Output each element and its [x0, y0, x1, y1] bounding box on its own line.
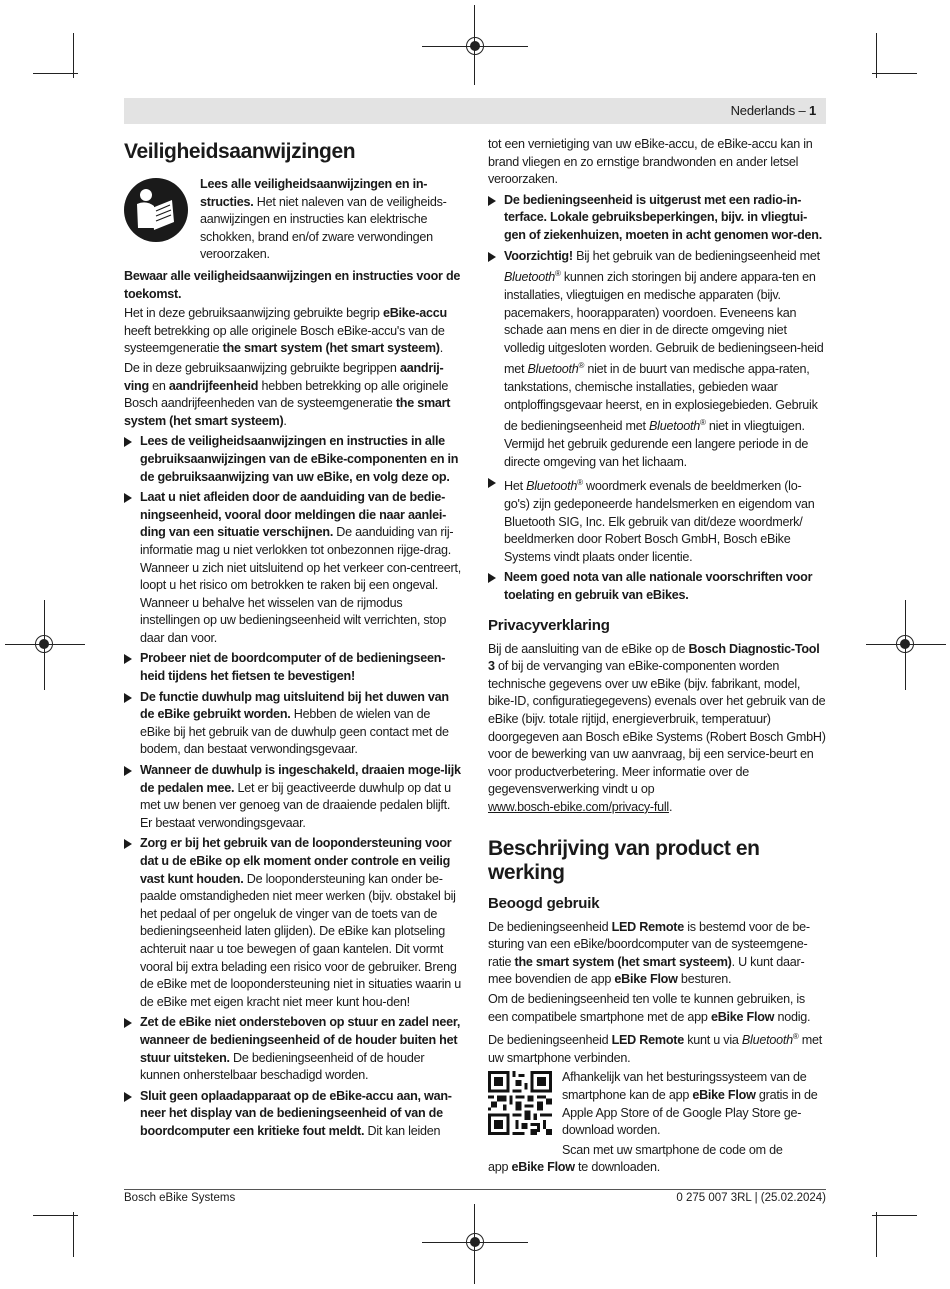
use-paragraph-2 [488, 991, 826, 1026]
safety-intro [124, 176, 462, 266]
safety-bullet [488, 474, 826, 566]
text-span: . [439, 341, 443, 356]
safety-bullet [124, 1088, 462, 1141]
term-diagnostic-tool: Bosch Diagnostic-Tool 3 [488, 641, 820, 674]
bullet-bold: Sluit geen oplaadapparaat op de eBike-accu aan, wan-neer het display van de bedieningseenheid of van de boordcomputer een kritieke fout meldt. [140, 1088, 452, 1138]
term-led-remote: LED Remote [611, 919, 684, 934]
text-span: kunt u via [683, 1033, 742, 1048]
registered-mark: ® [554, 269, 561, 279]
bullet-text: De bedieningseenheid of de houder kunnen onherstelbaar beschadigd worden. [140, 1050, 425, 1083]
safety-bullet [124, 489, 462, 647]
registration-mark-right [896, 635, 914, 653]
footer-company: Bosch eBike Systems [124, 1192, 236, 1204]
text-span: De bedieningseenheid [488, 919, 612, 934]
continued-text: tot een vernietiging van uw eBike-accu, de eBike-accu kan in brand vliegen en zo ernstige brandwonden en ander letsel veroorzaken. [488, 137, 813, 187]
bullet-bold: Voorzichtig! [504, 248, 573, 263]
bluetooth-term: Bluetooth [741, 1033, 793, 1048]
bullet-triangle-icon [124, 493, 132, 503]
intended-use-title: Beoogd gebruik [488, 894, 600, 912]
bluetooth-term: Bluetooth [526, 479, 578, 494]
term-ebike-flow: eBike Flow [511, 1160, 575, 1175]
term-smart-system: the smart system (het smart systeem) [222, 341, 440, 356]
product-title: Beschrijving van product en werking [488, 836, 760, 884]
registration-mark-bottom [466, 1233, 484, 1251]
term-ebike-flow: eBike Flow [692, 1088, 756, 1103]
term-led-remote: LED Remote [611, 1033, 684, 1048]
bullet-triangle-icon [488, 252, 496, 262]
privacy-paragraph [488, 641, 826, 817]
bullet-text: kunnen zich storingen bij andere appara-ten en installaties, vliegtuigen en medische apparaten (bijv. pacemakers, hoorapparaten) voordoen. Eveneens kan schade aan mens en dier in de directe omgeving niet volledig uitgesloten worden. Gebruik de bedieningseen-heid met [504, 270, 824, 377]
text-span: . [283, 413, 287, 428]
text-span: Bij de aansluiting van de eBike op de [488, 641, 689, 656]
text-span: app [488, 1160, 512, 1175]
text-span: en [148, 378, 169, 393]
header-text [731, 103, 816, 118]
text-span: besturen. [677, 972, 732, 987]
registration-mark-left [35, 635, 53, 653]
text-span: . [668, 799, 673, 814]
paragraph-battery [124, 305, 462, 358]
text-span: Om de bedieningseenheid ten volle te kunnen gebruiken, is een compatibele smartphone met de app [488, 991, 805, 1024]
text-span: De bedieningseenheid [488, 1033, 612, 1048]
bullet-text: Hebben de wielen van de eBike bij het gebruik van de duwhulp geen contact met de bodem, dan bestaat verwondingsgevaar. [140, 707, 449, 757]
registration-mark-top [466, 37, 484, 55]
bullet-text: Dit kan leiden [364, 1123, 441, 1138]
text-span: Afhankelijk van het besturingssysteem van de smartphone kan de app [562, 1070, 807, 1103]
bullet-triangle-icon [124, 1018, 132, 1028]
qr-code-icon[interactable] [488, 1071, 552, 1135]
intro-bold: Lees alle veiligheidsaanwijzingen en in-structies. [200, 177, 428, 209]
bullet-triangle-icon [124, 654, 132, 664]
text-span: Het in deze gebruiksaanwijzing gebruikte begrip [124, 306, 383, 321]
bullet-text: Let er bij geactiveerde duwhulp op dat u met uw benen ver genoeg van de draaiende pedalen blijft. Er bestaat verwondingsgevaar. [140, 780, 451, 830]
bullet-triangle-icon [124, 1092, 132, 1102]
bullet-triangle-icon [488, 478, 496, 488]
bullet-triangle-icon [124, 839, 132, 849]
text-span: nodig. [774, 1009, 811, 1024]
footer-doc-number: 0 275 007 3RL | (25.02.2024) [676, 1192, 826, 1204]
bullet-text: De aanduiding van rij-informatie mag u niet verlokken tot onbezonnen rijge-drag. Wanneer u zich niet uitsluitend op het verkeer con-centreert, loopt u het risico om betrokken te raken bij een ongeval. Wanneer u behalve het wisselen van de rijmodus instellingen op uw bedieningseenheid wilt verrichten, stop daar dan voor. [140, 525, 461, 645]
use-paragraph-3 [488, 1028, 826, 1067]
text-span: te downloaden. [574, 1160, 660, 1175]
safety-bullet [124, 433, 462, 486]
left-column [124, 138, 462, 1144]
text-span: . U kunt daar-mee bovendien de app [488, 954, 805, 987]
term-aandrijfeenheid: aandrijfeenheid [168, 378, 259, 393]
bullet-bold: De bedieningseenheid is uitgerust met een radio-in-terface. Lokale gebruiksbeperkingen, bijv. in vliegtui-gen of ziekenhuizen, moeten in acht genomen wor-den. [504, 192, 822, 242]
right-column [488, 136, 826, 1179]
text-span: gratis in de Apple App Store of de Google Play Store ge-download worden. [562, 1088, 818, 1138]
crop-mark [33, 73, 78, 74]
crop-mark [872, 73, 917, 74]
keep-instructions: Bewaar alle veiligheidsaanwijzingen en instructies voor de toekomst. [124, 269, 461, 301]
header-separator: – [795, 103, 809, 118]
scan-paragraph [488, 1159, 826, 1177]
crop-mark [876, 1212, 877, 1257]
crop-mark [876, 33, 877, 78]
bullet-triangle-icon [124, 437, 132, 447]
bullet-triangle-icon [124, 693, 132, 703]
bullet-bold: Zorg er bij het gebruik van de loopondersteuning voor dat u de eBike op elk moment onder controle en veilig vast kunt houden. [140, 836, 452, 886]
bluetooth-term: Bluetooth [527, 362, 579, 377]
term-ebike-flow: eBike Flow [710, 1009, 775, 1024]
bullet-bold: Probeer niet de boordcomputer of de bedieningseen-heid tijdens het fietsen te bevestigen! [140, 651, 446, 684]
bullet-text: niet in vliegtuigen. Vermijd het gebruik gedurende een langere periode in de directe omgeving van het lichaam. [504, 419, 809, 469]
safety-bullet [124, 1014, 462, 1084]
bullet-text: De loopondersteuning kan onder be-paalde omstandigheden niet meer werken (bijv. obstakel bij het pedaal of per ongeluk de vinger van de toets van de bedieningseenheid laten glijden). De eBike kan plotseling achteruit naar u toe bewegen of gaan kantelen. Dit vormt vooral bij extra belading een risico voor de gebruiker. Breng de eBike met de loopondersteuning niet in situaties waarin u de eBike met eigen kracht niet meer kunt hou-den! [140, 871, 462, 1009]
text-span: of bij de vervanging van eBike-componenten worden technische gegevens over uw eBike (bijv. fabrikant, model, bike-ID, configuratiegegevens) evenals over het gebruik van de eBike (bijv. totale rijtijd, energieverbruik, temperatuur) doorgegeven aan Bosch eBike Systems (Robert Bosch GmbH) voor de bewerking van uw aanvraag, bij een service-beurt en voor productverbetering. Meer informatie over de gegevensverwerking vindt u op [488, 659, 826, 797]
safety-title: Veiligheidsaanwijzingen [124, 140, 356, 163]
use-paragraph-1 [488, 919, 826, 989]
bluetooth-term: Bluetooth [504, 270, 555, 285]
privacy-title: Privacyverklaring [488, 616, 610, 634]
crop-mark [872, 1215, 917, 1216]
bullet-bold: Wanneer de duwhulp is ingeschakeld, draaien moge-lijk de pedalen mee. [140, 763, 461, 795]
intro-text: Het niet naleven van de veiligheids-aanwijzingen en instructies kan elektrische schokken, brand en/of zware verwondingen veroorzaken. [200, 194, 447, 262]
safety-bullet [488, 192, 826, 245]
scan-line: Scan met uw smartphone de code om de [562, 1142, 783, 1157]
bullet-text: woordmerk evenals de beeldmerken (lo-go's) zijn gedeponeerde handelsmerken en eigendom van Bluetooth SIG, Inc. Elk gebruik van dit/deze woordmerk/ beeldmerken door Robert Bosch GmbH, Bosch eBike Systems vindt plaats onder licentie. [504, 479, 815, 564]
crop-mark [33, 1215, 78, 1216]
term-smart-system: the smart system (het smart systeem) [514, 954, 732, 969]
registered-mark: ® [578, 361, 585, 371]
bullet-bold: Laat u niet afleiden door de aanduiding van de bedie-ningseenheid, vooral door meldingen die naar aanlei-ding van een situatie verschijnen. [140, 490, 447, 540]
bullet-bold: Neem goed nota van alle nationale voorschriften voor toelating en gebruik van eBikes. [504, 570, 813, 602]
header-language: Nederlands [730, 103, 796, 118]
read-manual-icon [124, 178, 188, 242]
page-header [124, 98, 826, 124]
registered-mark: ® [792, 1032, 799, 1042]
bullet-triangle-icon [124, 766, 132, 776]
page-number: 1 [808, 103, 816, 118]
footer-divider [124, 1189, 826, 1190]
bullet-bold: Zet de eBike niet ondersteboven op stuur en zadel neer, wanneer de bedieningseenheid of de houder buiten het stuur uitsteken. [140, 1015, 461, 1065]
bullet-text: Bij het gebruik van de bedieningseenheid met [572, 248, 820, 263]
bullet-text: niet in de buurt van medische appa-raten, tankstations, chemische installaties, gebieden waar ontploffingsgevaar heerst, en in explosiegebieden. Gebruik de bedieningseenheid met [504, 362, 818, 434]
safety-bullet [124, 762, 462, 832]
term-ebike-accu: eBike-accu [382, 306, 447, 321]
text-span: met uw smartphone verbinden. [488, 1033, 822, 1065]
bullet-triangle-icon [488, 573, 496, 583]
term-smart-system: the smart system (het smart systeem) [124, 396, 451, 428]
term-ebike-flow: eBike Flow [614, 972, 678, 987]
qr-paragraph [562, 1069, 826, 1139]
safety-bullet [124, 835, 462, 1011]
bluetooth-term: Bluetooth [649, 419, 700, 434]
bullet-text: Het [504, 479, 527, 494]
bullet-triangle-icon [488, 196, 496, 206]
text-span: hebben betrekking op alle originele Bosch aandrijfeenheden van de systeemgeneratie [124, 378, 449, 411]
bullet-bold: Lees de veiligheidsaanwijzingen en instructies in alle gebruiksaanwijzingen van de eBike-componenten en in de gebruiksaanwijzing van uw eBike, en volg deze op. [140, 434, 459, 484]
safety-bullet [488, 248, 826, 472]
registered-mark: ® [699, 418, 706, 428]
text-span: is bestemd voor de be-sturing van een eBike/boordcomputer van de systeemgene-ratie [488, 919, 810, 969]
text-span: De in deze gebruiksaanwijzing gebruikte begrippen [124, 360, 400, 375]
term-aandrijving: aandrij-ving [124, 360, 444, 393]
safety-bullet [124, 689, 462, 759]
crop-mark [73, 33, 74, 78]
registered-mark: ® [577, 478, 583, 488]
crop-mark [73, 1212, 74, 1257]
safety-bullet [488, 569, 826, 604]
safety-bullet [124, 650, 462, 685]
bullet-bold: De functie duwhulp mag uitsluitend bij het duwen van de eBike gebruikt worden. [140, 689, 449, 722]
paragraph-drive [124, 360, 462, 430]
privacy-link[interactable]: www.bosch-ebike.com/privacy-full [488, 799, 669, 814]
text-span: heeft betrekking op alle originele Bosch eBike-accu's van de systeemgeneratie [124, 323, 445, 356]
qr-section [488, 1069, 826, 1159]
